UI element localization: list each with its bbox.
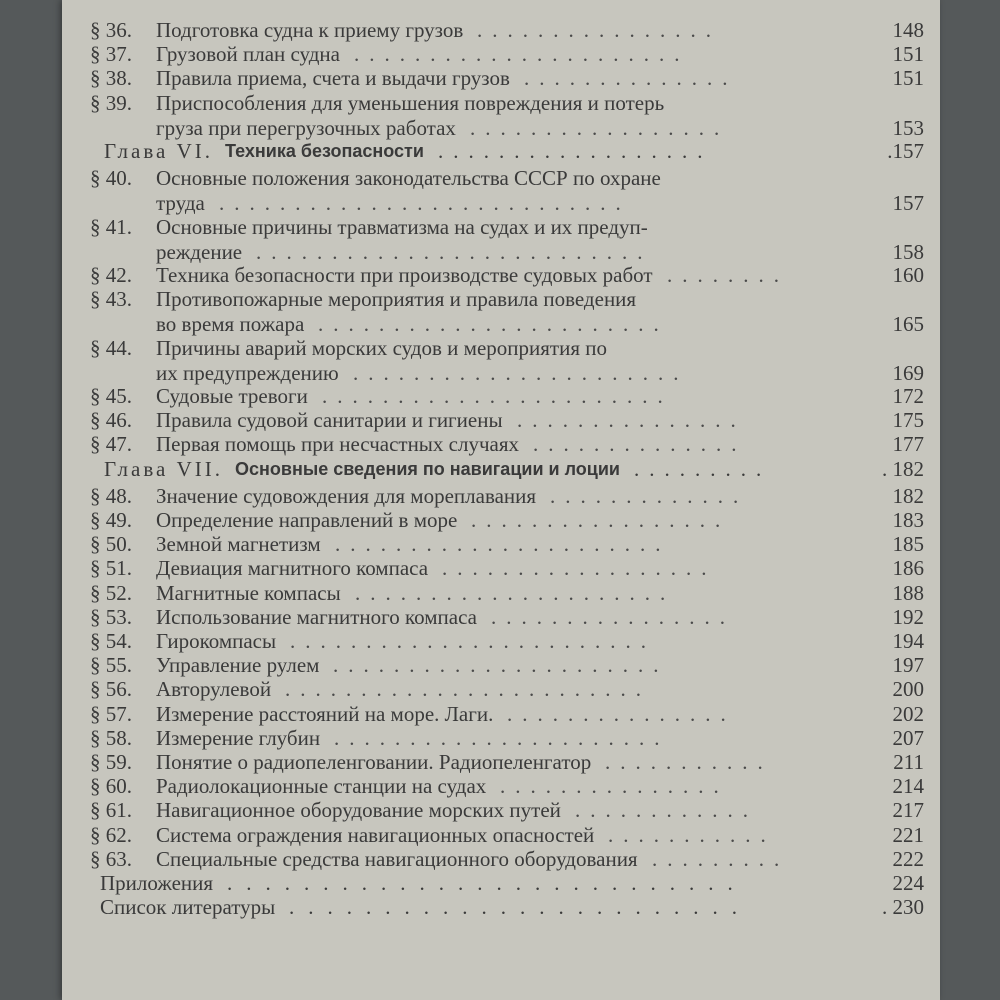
entry-title: Система ограждения навигационных опасностей bbox=[156, 822, 595, 847]
leader-dots: ........................ bbox=[289, 895, 751, 920]
entry-title: Судовые тревоги bbox=[156, 384, 308, 408]
entry-title: Девиация магнитного компаса bbox=[156, 556, 429, 581]
section-number: § 54. bbox=[90, 629, 132, 653]
section-number: § 57. bbox=[90, 701, 132, 726]
page-number: 175 bbox=[892, 408, 924, 433]
section-number: § 42. bbox=[90, 263, 132, 287]
leader-dots: ....................... bbox=[322, 384, 673, 408]
leader-dots: ...................... bbox=[333, 653, 669, 678]
section-number: § 48. bbox=[90, 483, 132, 508]
leader-dots: ........................... bbox=[227, 871, 747, 895]
page-number: 192 bbox=[892, 604, 924, 629]
section-number: § 49. bbox=[90, 508, 132, 532]
entry-title: Навигационное оборудование морских путей bbox=[156, 798, 561, 823]
page-number: 182 bbox=[892, 483, 924, 508]
entry-title: Первая помощь при несчастных случаях bbox=[156, 432, 520, 457]
page-number: 197 bbox=[892, 653, 924, 678]
section-number: § 37. bbox=[90, 42, 132, 67]
leader-dots: ............... bbox=[517, 408, 746, 433]
page-number: 151 bbox=[892, 42, 924, 67]
entry-title-continued: реждение bbox=[156, 239, 243, 264]
section-number: § 50. bbox=[90, 532, 132, 557]
page-number: 214 bbox=[892, 774, 924, 799]
section-number: § 53. bbox=[90, 604, 132, 629]
section-number: § 41. bbox=[90, 214, 132, 239]
entry-title: Грузовой план судна bbox=[156, 42, 340, 67]
leader-dots: ...................... bbox=[335, 532, 671, 557]
leader-dots: ................. bbox=[471, 508, 731, 532]
entry-title: Авторулевой bbox=[156, 677, 272, 702]
entry-title: Список литературы bbox=[100, 895, 276, 920]
leader-dots: ....................... bbox=[318, 312, 669, 337]
page-number: 202 bbox=[892, 701, 924, 726]
entry-title: Причины аварий морских судов и мероприятия по bbox=[156, 335, 607, 360]
section-number: § 45. bbox=[90, 384, 132, 408]
page-number: 158 bbox=[892, 239, 924, 264]
chapter-title: Техника безопасности bbox=[225, 141, 424, 161]
section-number: § 56. bbox=[90, 677, 132, 702]
entry-title-continued: во время пожара bbox=[156, 312, 305, 337]
entry-title: Основные причины травматизма на судах и их предуп- bbox=[156, 214, 648, 239]
entry-title: Правила судовой санитарии и гигиены bbox=[156, 408, 503, 433]
page-number: . 182 bbox=[882, 456, 924, 481]
leader-dots: ................ bbox=[477, 18, 721, 42]
entry-title: Подготовка судна к приему грузов bbox=[156, 18, 464, 42]
section-number: § 40. bbox=[90, 166, 132, 191]
page-number: 169 bbox=[892, 360, 924, 385]
leader-dots: ........... bbox=[608, 822, 776, 847]
page-number: 211 bbox=[893, 750, 924, 774]
leader-dots: ............. bbox=[550, 483, 749, 508]
section-number: § 63. bbox=[90, 846, 132, 871]
section-number: § 44. bbox=[90, 335, 132, 360]
entry-title: Основные положения законодательства СССР по охране bbox=[156, 166, 661, 191]
page-number: 217 bbox=[892, 798, 924, 823]
leader-dots: ........... bbox=[605, 750, 773, 774]
entry-title: Понятие о радиопеленговании. Радиопеленгатор bbox=[156, 750, 592, 774]
page-number: 207 bbox=[892, 725, 924, 750]
leader-dots: ............... bbox=[500, 774, 729, 799]
section-number: § 60. bbox=[90, 774, 132, 799]
section-number: § 58. bbox=[90, 725, 132, 750]
leader-dots: ........................ bbox=[285, 677, 651, 702]
chapter-label: Глава VII. bbox=[104, 456, 223, 481]
entry-title: Специальные средства навигационного оборудования bbox=[156, 846, 638, 871]
section-number: § 39. bbox=[90, 90, 132, 115]
page-number: 188 bbox=[892, 580, 924, 605]
leader-dots: ......... bbox=[634, 456, 772, 481]
leader-dots: .............. bbox=[524, 66, 738, 91]
entry-title-continued: труда bbox=[156, 191, 205, 216]
entry-title: Магнитные компасы bbox=[156, 580, 341, 605]
page-number: .157 bbox=[887, 139, 924, 163]
entry-title: Приложения bbox=[100, 871, 214, 895]
section-number: § 62. bbox=[90, 822, 132, 847]
leader-dots: ...................... bbox=[353, 360, 689, 385]
entry-title: Использование магнитного компаса bbox=[156, 604, 477, 629]
page-number: 153 bbox=[892, 115, 924, 140]
entry-title: Приспособления для уменьшения повреждения и потерь bbox=[156, 90, 665, 115]
section-number: § 59. bbox=[90, 750, 132, 774]
leader-dots: ..................... bbox=[355, 580, 676, 605]
entry-title: Противопожарные мероприятия и правила поведения bbox=[156, 287, 637, 312]
leader-dots: ............ bbox=[575, 798, 758, 823]
page-number: . 230 bbox=[882, 895, 924, 920]
page-number: 160 bbox=[892, 263, 924, 287]
page-number: 148 bbox=[892, 18, 924, 42]
section-number: § 47. bbox=[90, 432, 132, 457]
section-number: § 46. bbox=[90, 408, 132, 433]
leader-dots: ........ bbox=[667, 263, 789, 287]
entry-title: Определение направлений в море bbox=[156, 508, 458, 532]
leader-dots: .................. bbox=[438, 139, 713, 163]
entry-title: Значение судовождения для мореплавания bbox=[156, 483, 537, 508]
entry-title: Измерение расстояний на море. Лаги. bbox=[156, 701, 494, 726]
section-number: § 52. bbox=[90, 580, 132, 605]
page-number: 185 bbox=[892, 532, 924, 557]
book-page bbox=[62, 0, 940, 1000]
leader-dots: ...................... bbox=[354, 42, 690, 67]
leader-dots: ........................ bbox=[290, 629, 656, 653]
page-number: 172 bbox=[892, 384, 924, 408]
page-number: 186 bbox=[892, 556, 924, 581]
leader-dots: ................ bbox=[491, 604, 735, 629]
section-number: § 38. bbox=[90, 66, 132, 91]
leader-dots: ...................... bbox=[334, 725, 670, 750]
section-number: § 55. bbox=[90, 653, 132, 678]
entry-title: Радиолокационные станции на судах bbox=[156, 774, 487, 799]
section-number: § 36. bbox=[90, 18, 132, 42]
leader-dots: ......... bbox=[652, 846, 790, 871]
leader-dots: .............. bbox=[533, 432, 747, 457]
page-number: 194 bbox=[892, 629, 924, 653]
leader-dots: .......................... bbox=[256, 239, 653, 264]
page-number: 165 bbox=[892, 312, 924, 337]
section-number: § 51. bbox=[90, 556, 132, 581]
page-number: 221 bbox=[892, 822, 924, 847]
chapter-label: Глава VI. bbox=[104, 139, 213, 163]
leader-dots: ................. bbox=[470, 115, 730, 140]
entry-title: Техника безопасности при производстве судовых работ bbox=[156, 263, 653, 287]
leader-dots: .................. bbox=[442, 556, 717, 581]
entry-title: Правила приема, счета и выдачи грузов bbox=[156, 66, 510, 91]
page-number: 222 bbox=[892, 846, 924, 871]
page-number: 200 bbox=[892, 677, 924, 702]
entry-title-continued: груза при перегрузочных работах bbox=[156, 115, 456, 140]
chapter-title: Основные сведения по навигации и лоции bbox=[235, 458, 620, 479]
page-number: 151 bbox=[892, 66, 924, 91]
page-number: 183 bbox=[892, 508, 924, 532]
page-number: 224 bbox=[892, 871, 924, 895]
leader-dots: ............... bbox=[507, 701, 736, 726]
entry-title: Измерение глубин bbox=[156, 725, 321, 750]
page-number: 157 bbox=[892, 191, 924, 216]
leader-dots: ........................... bbox=[219, 191, 631, 216]
entry-title: Гирокомпасы bbox=[156, 629, 277, 653]
entry-title: Управление рулем bbox=[156, 653, 320, 678]
section-number: § 61. bbox=[90, 798, 132, 823]
entry-title: Земной магнетизм bbox=[156, 532, 321, 557]
entry-title-continued: их предупреждению bbox=[156, 360, 339, 385]
section-number: § 43. bbox=[90, 287, 132, 312]
page-number: 177 bbox=[892, 432, 924, 457]
